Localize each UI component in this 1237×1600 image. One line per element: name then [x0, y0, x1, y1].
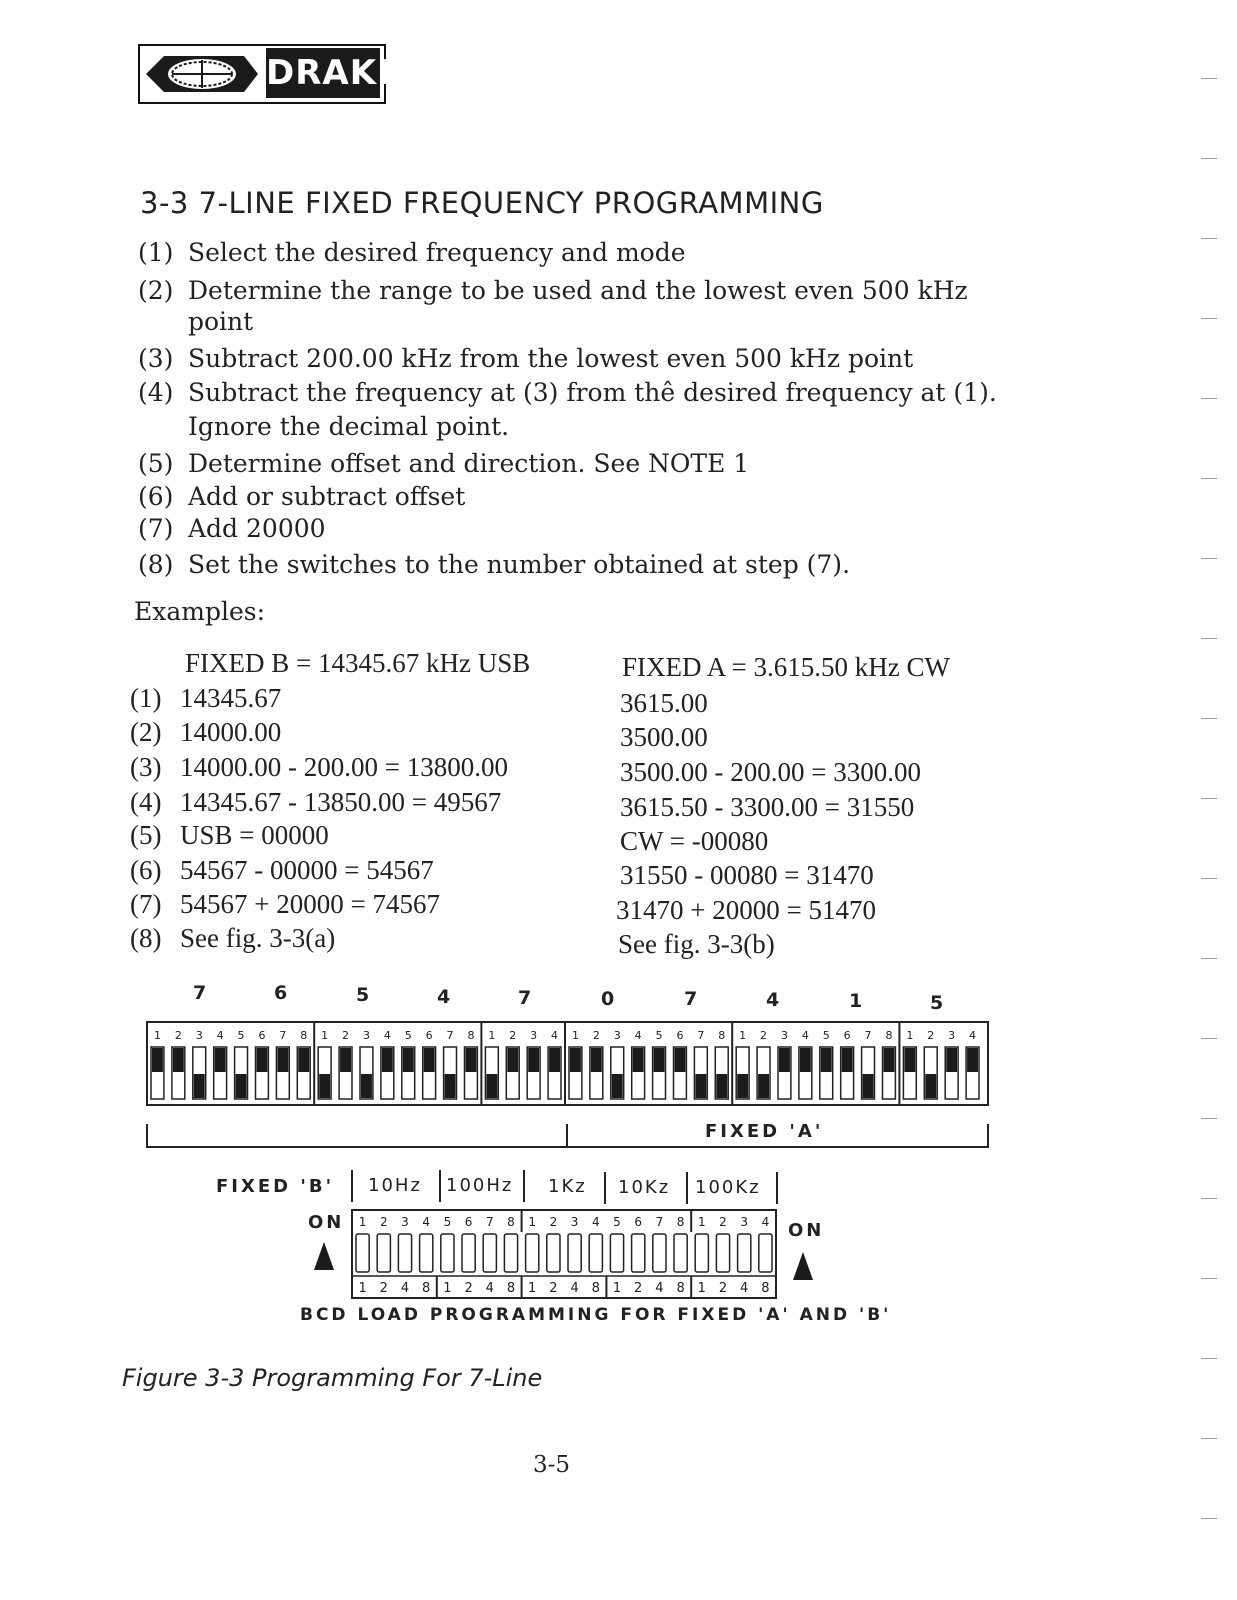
- dip-a-switch-number: 4: [634, 1029, 642, 1042]
- dip-b-bcd-weight: 8: [676, 1281, 685, 1296]
- dip-b-switch: [568, 1234, 581, 1272]
- dip-b-switch: [483, 1234, 496, 1272]
- step-number: (5): [138, 449, 174, 478]
- on-arrow-right-icon: [793, 1252, 813, 1280]
- digit-5: 7: [518, 987, 532, 1009]
- dip-a-switch-number: 3: [195, 1029, 203, 1042]
- dip-b-switch-number: 8: [507, 1215, 515, 1229]
- dip-a-switch-number: 2: [342, 1029, 350, 1042]
- example-a-line-2: 3500.00: [620, 722, 708, 752]
- dip-b-switch: [420, 1234, 433, 1272]
- digit-1: 7: [193, 982, 207, 1004]
- dip-switch-bank-b: [352, 1210, 776, 1298]
- page-number: 3-5: [533, 1452, 571, 1478]
- line-number: (3): [130, 752, 162, 782]
- line-text: 14000.00 - 200.00 = 13800.00: [180, 752, 508, 782]
- dip-b-switch-number: 3: [401, 1215, 409, 1229]
- scan-mark: [1201, 1438, 1217, 1439]
- field-10hz: 10Hz: [368, 1175, 422, 1196]
- example-a-line-3: 3500.00 - 200.00 = 3300.00: [620, 757, 921, 787]
- dip-a-switch-number: 2: [592, 1029, 600, 1042]
- dip-a-switch-number: 7: [446, 1029, 454, 1042]
- dip-b-bcd-weight: 2: [379, 1281, 388, 1296]
- dip-a-switch-number: 6: [676, 1029, 684, 1042]
- dip-a-switch-number: 4: [969, 1029, 977, 1042]
- example-a-header: FIXED A = 3.615.50 kHz CW: [622, 652, 950, 682]
- line-number: (4): [130, 787, 162, 817]
- dip-b-switch: [462, 1234, 475, 1272]
- dip-b-switch-number: 7: [655, 1215, 664, 1229]
- line-text: 14345.67 - 13850.00 = 49567: [180, 787, 502, 817]
- step-number: (8): [138, 550, 174, 579]
- field-1kz: 1Kz: [548, 1176, 587, 1197]
- dip-a-switch-number: 2: [509, 1029, 517, 1042]
- dip-a-switch-number: 4: [383, 1029, 391, 1042]
- dip-b-switch: [632, 1234, 645, 1272]
- fixed-b-label: FIXED 'B': [216, 1176, 335, 1197]
- step-text: Subtract 200.00 kHz from the lowest even 500 kHz point: [188, 344, 914, 373]
- field-100kz: 100Kz: [695, 1177, 761, 1198]
- line-text: USB = 00000: [180, 820, 329, 850]
- scan-mark: [1201, 798, 1217, 799]
- dip-b-switch-number: 3: [740, 1215, 749, 1229]
- scan-mark: [1201, 1358, 1217, 1359]
- dip-b-bcd-weight: 1: [443, 1281, 452, 1296]
- scan-mark: [1201, 238, 1217, 239]
- dip-b-switch-number: 6: [634, 1215, 643, 1229]
- dip-a-switch-number: 2: [174, 1029, 182, 1042]
- step-text: Select the desired frequency and mode: [188, 238, 686, 267]
- on-label-right: ON: [788, 1220, 825, 1241]
- dip-a-switch-number: 8: [467, 1029, 475, 1042]
- dip-b-switch: [695, 1234, 708, 1272]
- line-number: (5): [130, 820, 162, 850]
- dip-b-switch: [398, 1234, 411, 1272]
- dip-b-bcd-weight: 4: [655, 1281, 664, 1296]
- scan-mark: [1201, 1518, 1217, 1519]
- line-text: 54567 - 00000 = 54567: [180, 855, 434, 885]
- dip-a-switch-number: 5: [822, 1029, 830, 1042]
- scan-mark: [1201, 878, 1217, 879]
- dip-b-switch: [610, 1234, 623, 1272]
- dip-b-switch: [356, 1234, 369, 1272]
- dip-b-bcd-weight: 1: [528, 1281, 537, 1296]
- scan-mark: [1201, 1118, 1217, 1119]
- scan-mark: [1201, 1038, 1217, 1039]
- dip-b-bcd-weight: 2: [549, 1281, 558, 1296]
- dip-a-switch-number: 8: [300, 1029, 308, 1042]
- digit-4: 4: [437, 986, 451, 1008]
- dip-b-bcd-weight: 2: [464, 1281, 473, 1296]
- line-number: (8): [130, 923, 162, 953]
- dip-a-switch-number: 7: [864, 1029, 872, 1042]
- step-number: (1): [138, 238, 174, 267]
- field-10kz: 10Kz: [618, 1177, 671, 1198]
- line-number: (1): [130, 683, 162, 713]
- step-number: (2): [138, 276, 174, 305]
- dip-a-switch-number: 7: [279, 1029, 287, 1042]
- step-number: (4): [138, 378, 174, 407]
- dip-a-switch-number: 3: [948, 1029, 956, 1042]
- scan-mark: [1201, 558, 1217, 559]
- dip-b-frame: [352, 1210, 776, 1298]
- dip-a-switch-number: 1: [488, 1029, 496, 1042]
- dip-a-switch-number: 4: [216, 1029, 224, 1042]
- dip-b-switch-number: 1: [358, 1215, 367, 1229]
- digit-3: 5: [356, 984, 370, 1006]
- line-number: (6): [130, 855, 162, 885]
- line-text: 54567 + 20000 = 74567: [180, 889, 440, 919]
- dip-b-switch: [716, 1234, 729, 1272]
- dip-a-switch-number: 6: [425, 1029, 433, 1042]
- step-text: Set the switches to the number obtained at step (7).: [188, 550, 851, 579]
- dip-b-switch: [674, 1234, 687, 1272]
- dip-b-switch-number: 2: [719, 1215, 727, 1229]
- step-text: Determine offset and direction. See NOTE 1: [188, 449, 750, 478]
- dip-a-switch-number: 1: [906, 1029, 914, 1042]
- scan-mark: [1201, 1198, 1217, 1199]
- dip-a-switch-number: 7: [697, 1029, 705, 1042]
- dip-b-bcd-weight: 2: [634, 1281, 643, 1296]
- line-number: (7): [130, 889, 162, 919]
- dip-b-switch-number: 2: [379, 1215, 388, 1229]
- dip-b-switch: [441, 1234, 454, 1272]
- on-label-left: ON: [308, 1212, 345, 1233]
- dip-b-switch: [547, 1234, 560, 1272]
- example-a-line-6: 31550 - 00080 = 31470: [620, 860, 874, 890]
- dip-a-switch-number: 3: [362, 1029, 370, 1042]
- example-a-line-5: CW = -00080: [620, 826, 769, 856]
- scan-mark: [1201, 638, 1217, 639]
- bcd-caption: BCD LOAD PROGRAMMING FOR FIXED 'A' AND 'B': [300, 1305, 892, 1325]
- step-text: Determine the range to be used and the lowest even 500 kHz: [188, 276, 968, 305]
- line-text: 14345.67: [180, 683, 282, 713]
- scan-mark: [1201, 398, 1217, 399]
- step-text: Subtract the frequency at (3) from thê desired frequency at (1).: [188, 378, 997, 407]
- digit-2: 6: [274, 982, 288, 1004]
- dip-a-switch-number: 3: [613, 1029, 621, 1042]
- dip-b-switch: [377, 1234, 390, 1272]
- field-100hz: 100Hz: [446, 1175, 514, 1196]
- dip-b-switch-number: 4: [422, 1215, 431, 1229]
- example-a-line-4: 3615.50 - 3300.00 = 31550: [620, 792, 915, 822]
- dip-b-switch: [759, 1234, 772, 1272]
- dip-b-switch-number: 5: [443, 1215, 452, 1229]
- dip-b-switch: [653, 1234, 666, 1272]
- dip-b-switch-number: 8: [676, 1215, 685, 1229]
- step-2-continuation: point: [188, 307, 254, 336]
- example-b-header: FIXED B = 14345.67 kHz USB: [185, 648, 531, 678]
- dip-b-bcd-weight: 8: [422, 1281, 431, 1296]
- dip-a-switch-number: 6: [843, 1029, 851, 1042]
- dip-b-bcd-weight: 1: [697, 1281, 706, 1296]
- dip-b-switch: [504, 1234, 517, 1272]
- dip-a-switch-number: 3: [530, 1029, 538, 1042]
- digit-10: 5: [930, 992, 944, 1014]
- dip-b-bcd-weight: 4: [400, 1281, 410, 1296]
- line-number: (2): [130, 717, 162, 747]
- dip-b-switch: [738, 1234, 751, 1272]
- dip-a-switch-number: 8: [718, 1029, 726, 1042]
- scan-mark: [1201, 958, 1217, 959]
- dip-b-switch-number: 1: [697, 1215, 706, 1229]
- dip-a-switch-number: 8: [885, 1029, 893, 1042]
- step-text: Add 20000: [188, 514, 326, 543]
- dip-a-switch-number: 4: [551, 1029, 559, 1042]
- dip-b-bcd-weight: 8: [591, 1281, 600, 1296]
- digit-7: 7: [684, 988, 698, 1010]
- dip-b-switch-number: 4: [761, 1215, 770, 1229]
- scan-mark: [1201, 478, 1217, 479]
- dip-a-switch-number: 2: [927, 1029, 935, 1042]
- line-text: 14000.00: [180, 717, 282, 747]
- dip-a-switch-number: 1: [321, 1029, 329, 1042]
- dip-b-switch-number: 7: [485, 1215, 494, 1229]
- scan-mark: [1201, 78, 1217, 79]
- dip-a-switch-number: 1: [153, 1029, 161, 1042]
- scan-mark: [1201, 318, 1217, 319]
- step-number: (3): [138, 344, 174, 373]
- dip-b-bcd-weight: 8: [506, 1281, 516, 1296]
- dip-b-bcd-weight: 2: [718, 1281, 728, 1296]
- figure-caption: Figure 3-3 Programming For 7-Line: [122, 1364, 543, 1392]
- dip-b-bcd-weight: 4: [740, 1281, 749, 1296]
- dip-a-switch-number: 5: [404, 1029, 412, 1042]
- scan-mark: [1201, 1278, 1217, 1279]
- drake-logo-word: DRAKE: [266, 48, 380, 98]
- example-a-line-7: 31470 + 20000 = 51470: [616, 895, 876, 925]
- step-4-continuation: Ignore the decimal point.: [188, 412, 510, 441]
- dip-b-bcd-weight: 8: [761, 1281, 770, 1296]
- dip-a-switch-number: 1: [571, 1029, 579, 1042]
- dip-b-switch-number: 4: [591, 1215, 600, 1229]
- dip-b-switch: [589, 1234, 602, 1272]
- dip-a-switch-number: 4: [801, 1029, 809, 1042]
- fixed-a-label: FIXED 'A': [705, 1121, 824, 1142]
- dip-b-bcd-weight: 4: [485, 1281, 494, 1296]
- dip-a-switch-number: 5: [655, 1029, 663, 1042]
- section-title: 3-3 7-LINE FIXED FREQUENCY PROGRAMMING: [140, 186, 824, 220]
- line-text: See fig. 3-3(a): [180, 923, 336, 953]
- dip-b-bcd-weight: 1: [358, 1281, 367, 1296]
- step-number: (6): [138, 482, 174, 511]
- digit-6: 0: [601, 988, 615, 1010]
- digit-9: 1: [849, 990, 863, 1012]
- scan-mark: [1201, 158, 1217, 159]
- dip-b-switch-number: 3: [570, 1215, 579, 1229]
- scan-mark: [1201, 718, 1217, 719]
- on-arrow-left-icon: [314, 1242, 334, 1270]
- dip-b-switch-number: 2: [549, 1215, 558, 1229]
- dip-a-switch-number: 2: [760, 1029, 768, 1042]
- dip-a-switch-number: 6: [258, 1029, 266, 1042]
- dip-a-switch-number: 1: [739, 1029, 747, 1042]
- examples-label: Examples:: [134, 597, 266, 626]
- digit-8: 4: [766, 989, 780, 1011]
- step-text: Add or subtract offset: [188, 482, 466, 511]
- dip-b-switch-number: 6: [464, 1215, 473, 1229]
- dip-a-switch-number: 5: [237, 1029, 245, 1042]
- dip-b-bcd-weight: 1: [612, 1281, 622, 1296]
- dip-a-switch-number: 3: [780, 1029, 788, 1042]
- step-number: (7): [138, 514, 174, 543]
- dip-b-bcd-weight: 4: [570, 1281, 579, 1296]
- example-a-line-8: See fig. 3-3(b): [618, 929, 775, 959]
- dip-b-switch: [526, 1234, 539, 1272]
- dip-b-switch-number: 1: [528, 1215, 537, 1229]
- example-a-line-1: 3615.00: [620, 688, 708, 718]
- dip-b-switch-number: 5: [613, 1215, 621, 1229]
